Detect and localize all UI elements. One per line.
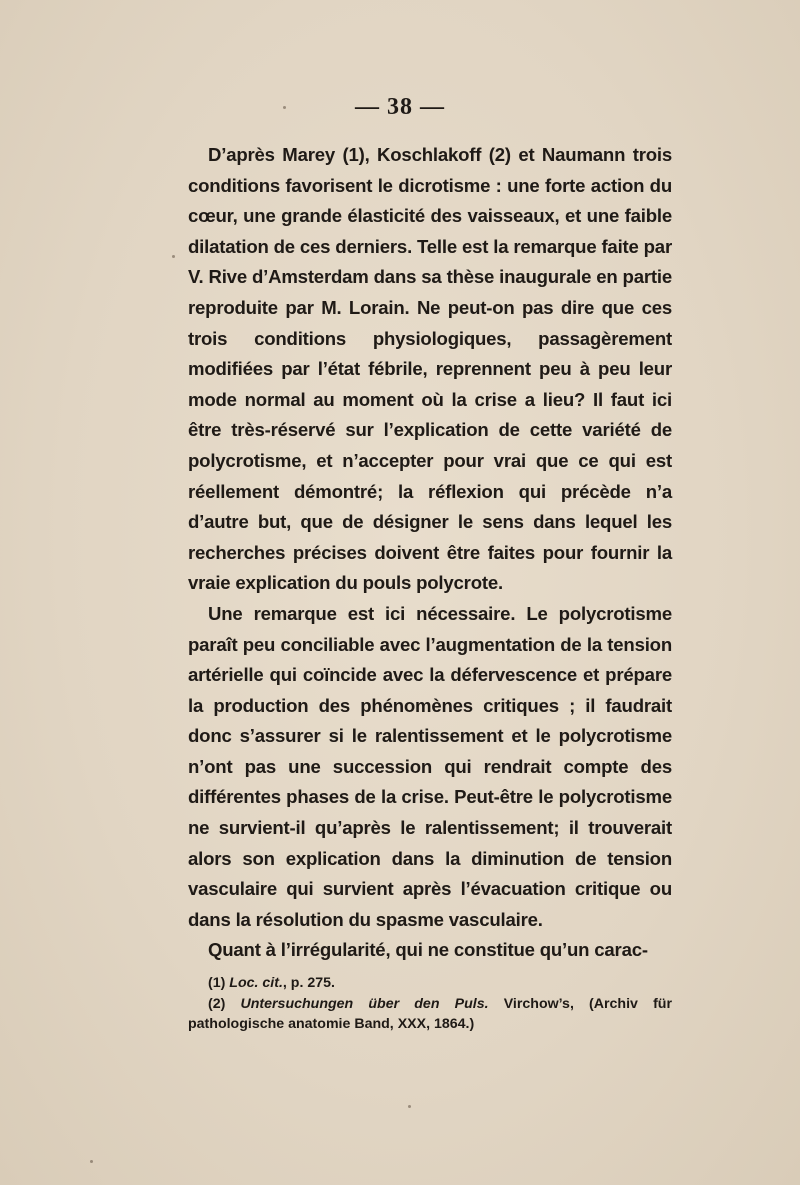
footnote-2-marker: (2): [208, 995, 226, 1012]
paragraph-3: Quant à l’irrégularité, qui ne constitue qu’un carac-: [208, 939, 648, 961]
footnote-1-marker: (1): [208, 975, 226, 991]
footnote-2-text: Virchow’s, (Archiv für pathologische anatomie Band, XXX, 1864.): [188, 995, 672, 1032]
paragraph-2: Une remarque est ici nécessaire. Le polycrotisme paraît peu conciliable avec l’augmentation de la tension artérielle qui coïncide avec la défervescence et prépare la production des phénomènes critiques ; il faudrait donc s’assurer si le ralentissement et le polycrotisme n’ont pas une succession qui rendrait compte des différentes phases de la crise. Peut-être le polycrotisme ne survient-il qu’après le ralentissement; il trouverait alors son explication dans la diminution de tension vasculaire qui survient après l’évacuation critique ou dans la résolution du spasme vasculaire.: [188, 602, 672, 930]
paragraph-1: D’après Marey (1), Koschlakoff (2) et Naumann trois conditions favorisent le dicrotisme : une forte action du cœur, une grande élasticité des vaisseaux, et une faible dilatation de ces derniers. Telle est la remarque faite par V. Rive d’Amsterdam dans sa thèse inaugurale en partie reproduite par M. Lorain. Ne peut-on pas dire que ces trois conditions physiologiques, passagèrement modifiées par l’état fébrile, reprennent peu à peu leur mode normal au moment où la crise a lieu? Il faut ici être très-réservé sur l’explication de cette variété de polycrotisme, et n’accepter pour vrai que ce qui est réellement démontré; la réflexion qui précède n’a d’autre but, que de désigner le sens dans lequel les recherches précises doivent être faites pour fournir la vraie explication du pouls polycrote.: [188, 144, 672, 594]
footnote-1-text: , p. 275.: [282, 975, 335, 991]
paper-speck: [90, 1160, 93, 1163]
paper-speck: [172, 255, 175, 258]
footnote-2-reference: Untersuchungen über den Puls.: [240, 995, 489, 1012]
footnote-2: [188, 994, 672, 1035]
body-text: [188, 140, 672, 966]
footnote-1-reference: Loc. cit.: [229, 975, 283, 991]
footnote-1: [188, 973, 672, 994]
paper-speck: [283, 106, 286, 109]
footnotes: [188, 973, 672, 1035]
page-number: — 38 —: [355, 94, 445, 120]
paper-speck: [408, 1105, 411, 1108]
